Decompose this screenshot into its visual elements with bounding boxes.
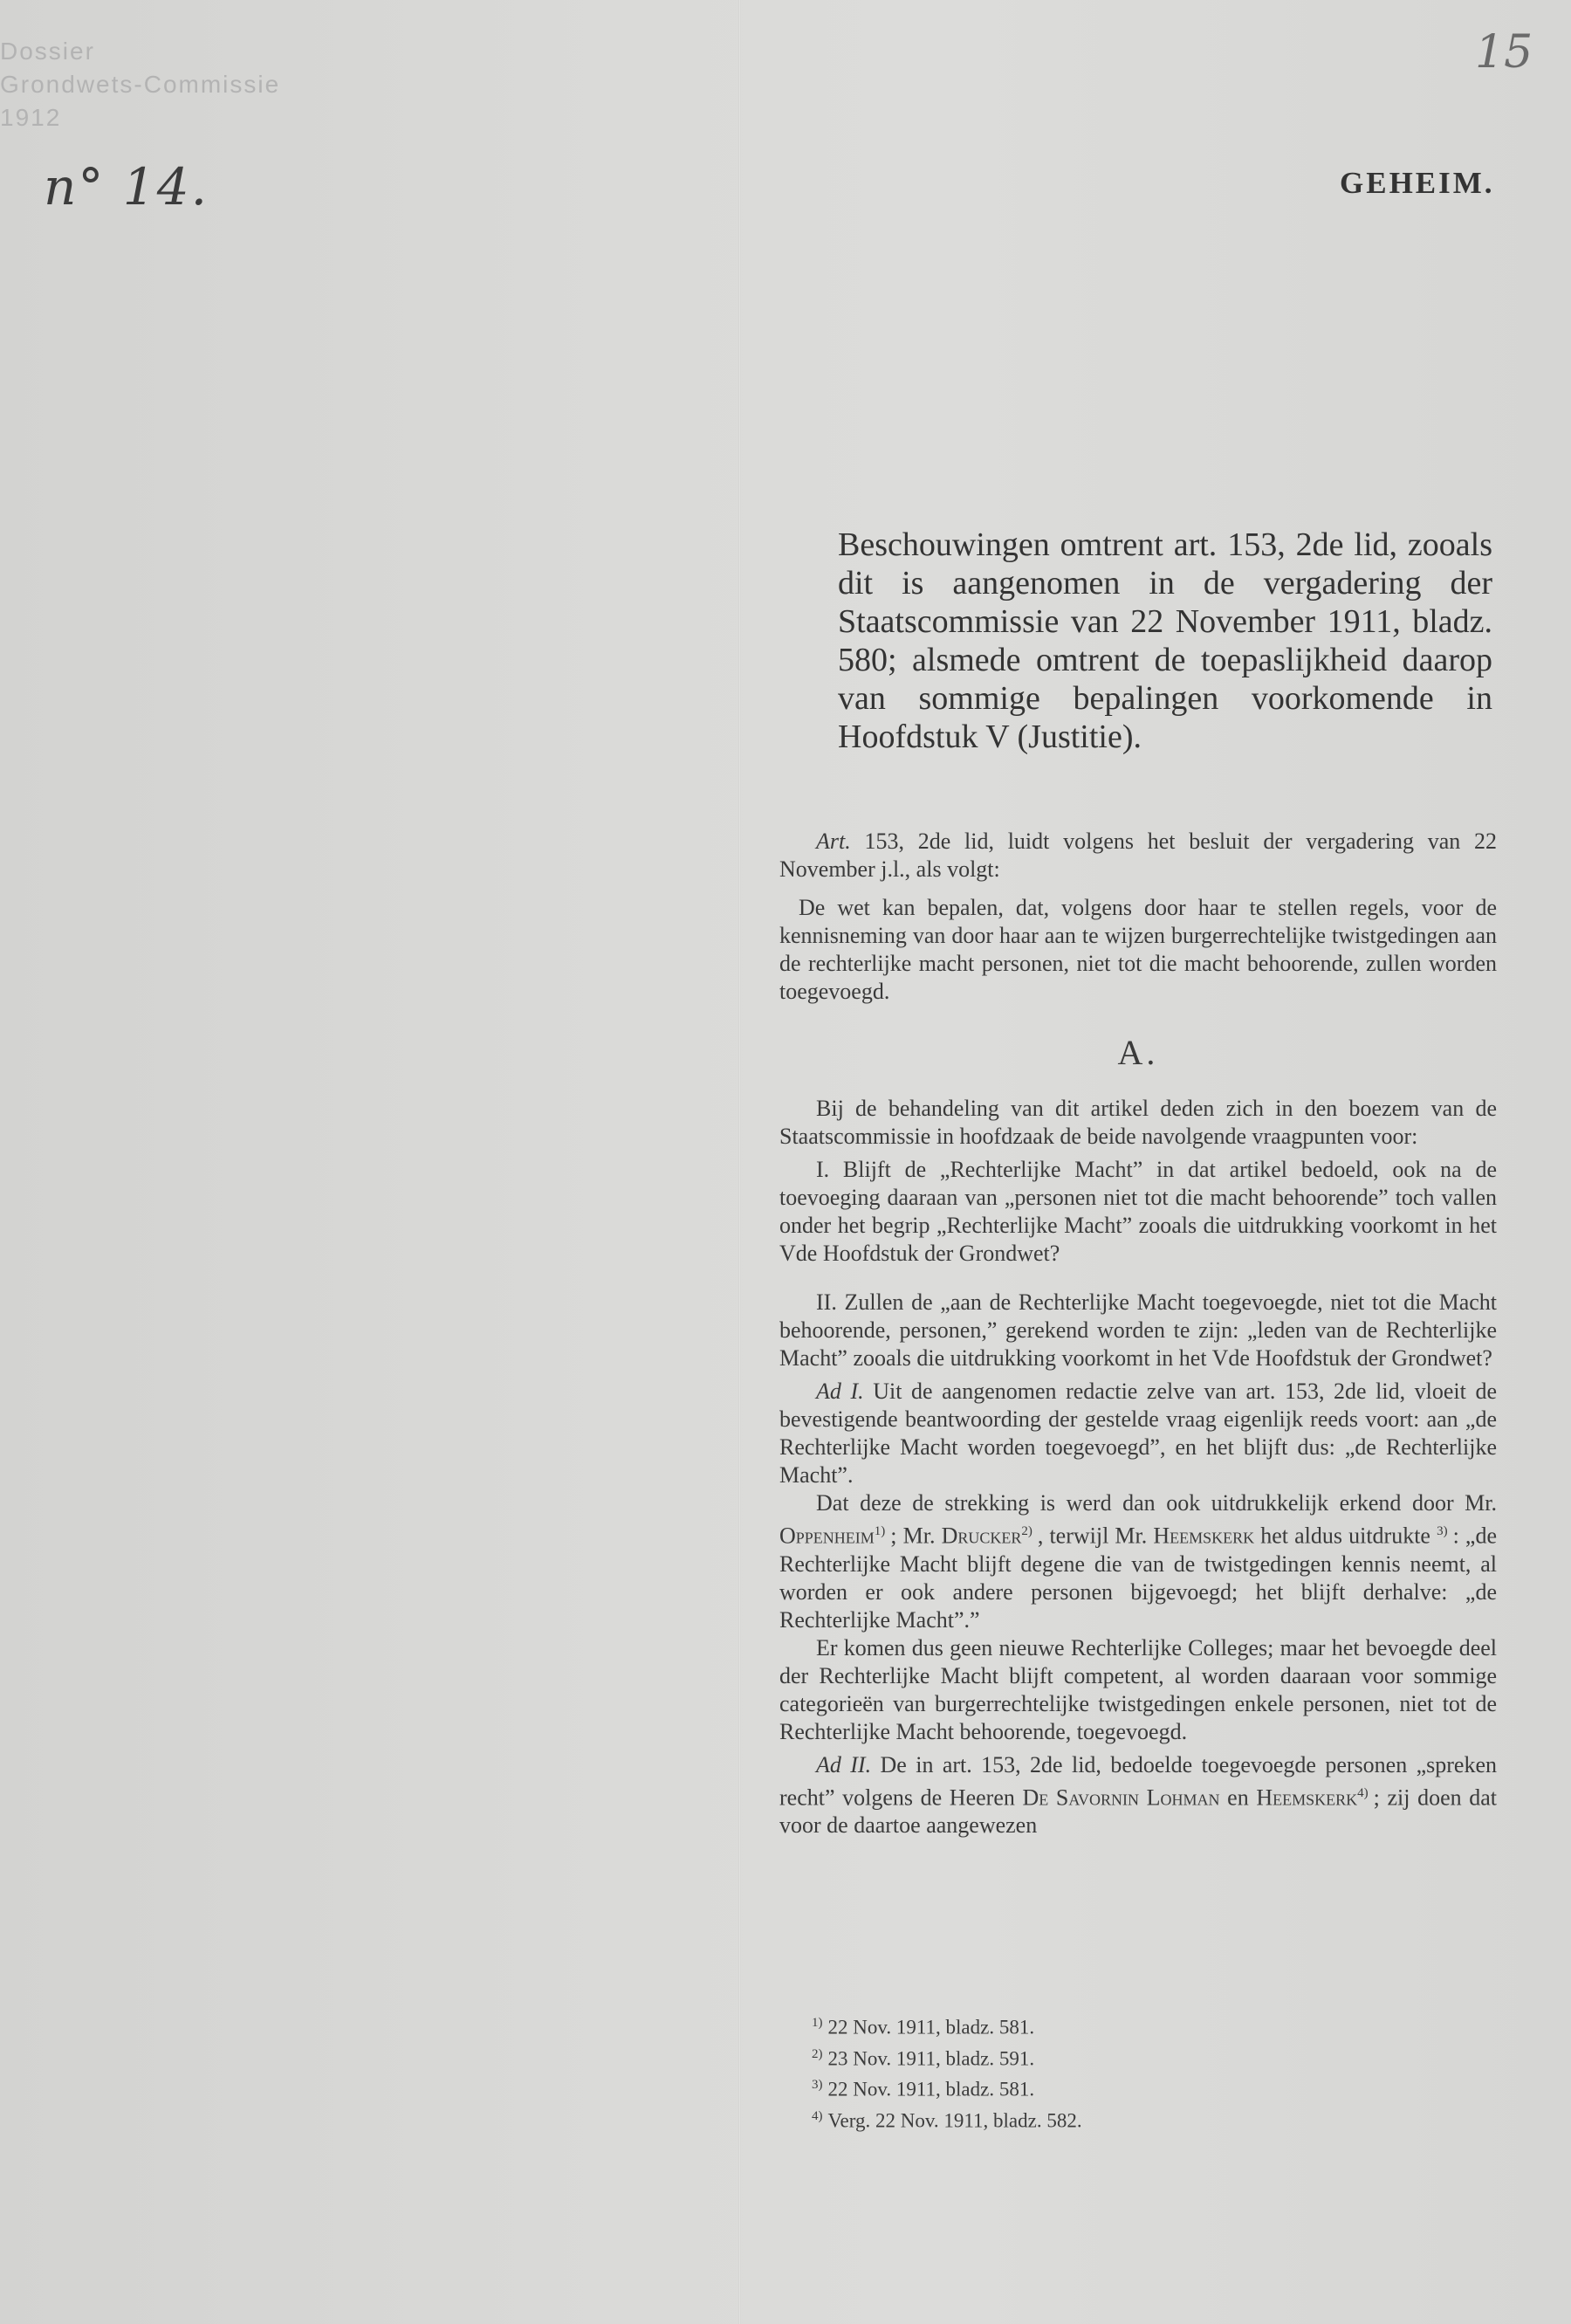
footnote-mark: 2) — [812, 2046, 823, 2061]
footnote-text: 23 Nov. 1911, bladz. 591. — [827, 2047, 1035, 2070]
footnote — [812, 2072, 1335, 2103]
ad1-label: Ad I. — [816, 1379, 864, 1404]
footnote-mark: 3) — [812, 2078, 823, 2093]
footnotes — [812, 2010, 1335, 2135]
footnote-text: Verg. 22 Nov. 1911, bladz. 582. — [827, 2109, 1082, 2132]
person-name: Drucker — [941, 1523, 1022, 1549]
footnote-ref: 3) — [1437, 1524, 1448, 1538]
archive-stamp — [0, 35, 314, 134]
document-title — [838, 526, 1492, 756]
footnote-ref: 4) — [1357, 1785, 1369, 1800]
question-1: I. Blijft de „Rechterlijke Macht” in dat artikel bedoeld, ook na de toevoeging daaraan van „personen niet tot die macht behoorende” toch vallen onder het begrip „Rechterlijke Macht” zooals die uitdrukking voorkomt in het Vde Hoofdstuk der Grondwet? — [779, 1157, 1497, 1266]
footnote-ref-number: 4 — [1357, 1785, 1364, 1800]
text-run: het aldus uitdrukte — [1254, 1523, 1437, 1549]
person-name: Heemskerk — [1256, 1784, 1358, 1811]
classification-label: GEHEIM. — [1340, 166, 1495, 200]
person-name: Oppenheim — [779, 1523, 875, 1549]
person-name: Heemskerk — [1153, 1523, 1255, 1549]
stamp-line: Grondwets-Commissie — [0, 71, 281, 98]
text-run: , terwijl Mr. — [1037, 1523, 1154, 1549]
stamp-line: Dossier — [0, 38, 95, 65]
title-text: Beschouwingen omtrent art. 153, 2de lid, zooals dit is aangenomen in de vergadering der Staatscommissie van 22 November 1911, bladz. 580; alsmede omtrent de toepaslijkheid daarop van sommige bepalingen voorkomende in Hoofdstuk V (Justitie). — [838, 526, 1492, 755]
footnote-text: 22 Nov. 1911, bladz. 581. — [827, 2078, 1035, 2101]
text-run: : „de Rechterlijke Macht blijft degene die van de twistgedingen kennis neemt, al worden er ook andere personen bijgevoegd; het blijft derhalve: „de Rechterlijke Macht”.” — [779, 1523, 1497, 1633]
footnote-ref: 1) — [874, 1524, 886, 1538]
footnote-ref: 2) — [1021, 1524, 1032, 1538]
handwritten-page-number: 15 — [1475, 26, 1533, 79]
document-body — [779, 828, 1497, 1839]
footnote — [812, 2041, 1335, 2073]
footnote — [812, 2010, 1335, 2041]
colleges-paragraph: Er komen dus geen nieuwe Rechterlijke Colleges; maar het bevoegde deel der Rechterlijke Macht blijft competent, al worden daaraan voor sommige categorieën van burgerrechtelijke twistgedingen enkele personen, niet tot de Rechterlijke Macht behoorende, toegevoegd. — [779, 1634, 1497, 1744]
footnote-mark: 4) — [812, 2108, 823, 2123]
ad1-text: Uit de aangenomen redactie zelve van art. 153, 2de lid, vloeit de bevestigende beantwoording der gestelde vraag eigenlijk reeds voort: aan „de Rechterlijke Macht worden toegevoegd”, en het blijft dus: „de Rechterlijke Macht”. — [779, 1379, 1497, 1488]
text-run: De in art. 153, 2de lid, bedoelde toegevoegde personen „spreken recht” volgens de Heeren — [779, 1751, 1498, 1811]
footnote-text: 22 Nov. 1911, bladz. 581. — [827, 2016, 1035, 2039]
footnote-ref-number: 3 — [1437, 1524, 1444, 1538]
person-name: De Savornin Lohman — [1022, 1784, 1220, 1811]
intro-questions-paragraph: Bij de behandeling van dit artikel deden zich in den boezem van de Staatscommissie in hoofdzaak de beide navolgende vraagpunten voor: — [779, 1096, 1497, 1149]
text-run: ; zij doen dat voor de daartoe aangewezen — [779, 1784, 1497, 1839]
ad2-label: Ad II. — [816, 1751, 872, 1777]
section-letter: A. — [1117, 1033, 1159, 1072]
intro-paragraph — [779, 828, 1497, 884]
text-run: Dat deze de strekking is werd dan ook uitdrukkelijk erkend door Mr. — [816, 1490, 1497, 1516]
footnote — [812, 2103, 1335, 2135]
text-run: en — [1219, 1784, 1257, 1811]
handwritten-number: n° 14. — [44, 157, 209, 217]
question-2: II. Zullen de „aan de Rechterlijke Macht toegevoegde, niet tot die Macht behoorende, personen,” gerekend worden te zijn: „leden van de Rechterlijke Macht” zooals die uitdrukking voorkomt in het Vde Hoofdstuk der Grondwet? — [779, 1289, 1497, 1371]
article-quote: De wet kan bepalen, dat, volgens door haar te stellen regels, voor de kennisneming van door haar aan te wijzen burgerrechtelijke twistgedingen aan de rechterlijke macht personen, niet tot die macht behoorende, zullen worden toegevoegd. — [779, 895, 1497, 1004]
text-run: ; Mr. — [890, 1523, 942, 1549]
stamp-line: 1912 — [0, 104, 62, 131]
footnote-mark: 1) — [812, 2016, 823, 2030]
answer-2-paragraph — [779, 1751, 1497, 1840]
footnote-ref-number: 2 — [1021, 1524, 1028, 1538]
intro-text: 153, 2de lid, luidt volgens het besluit der vergadering van 22 November j.l., als volgt: — [779, 829, 1497, 882]
answer-1-paragraph — [779, 1378, 1497, 1489]
footnote-ref-number: 1 — [874, 1524, 882, 1538]
strekking-paragraph — [779, 1489, 1497, 1634]
art-label: Art. — [816, 829, 851, 854]
page-fold — [738, 0, 741, 2324]
